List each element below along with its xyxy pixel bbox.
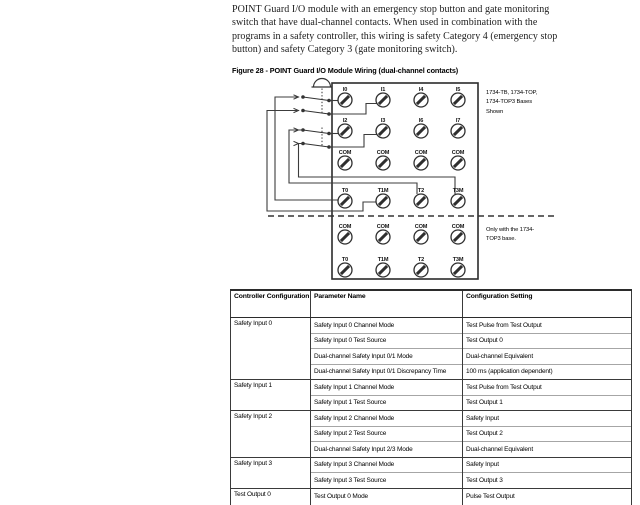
terminal-screw-t2-r5: [414, 257, 428, 277]
terminal-screw-com-r4: [376, 224, 390, 244]
intro-line: programs in a safety controller, this wiring is safety Category 4 (emergency stop: [232, 30, 558, 42]
note-line: 1734-TOP3 Bases: [486, 99, 533, 106]
header-controller-configuration: Controller Configuration: [231, 290, 311, 318]
terminal-screw-i1-r0: [376, 87, 390, 107]
cell-controller-configuration: Safety Input 2: [231, 411, 311, 458]
top3-only-note: [486, 226, 534, 245]
terminal-label: I3: [380, 117, 386, 124]
cell-parameter-name: Safety Input 1 Channel Mode: [311, 380, 463, 396]
terminal-label: COM: [451, 149, 465, 156]
header-configuration-setting: Configuration Setting: [463, 290, 632, 318]
wire-gate-a-to-T2: [289, 130, 417, 194]
terminal-label: T1M: [377, 187, 389, 194]
terminal-label: T0: [341, 256, 349, 263]
cell-configuration-setting: Test Output 1: [463, 395, 632, 411]
terminal-label: I4: [418, 86, 424, 93]
estop-contact-b: [294, 108, 331, 115]
terminal-screw-com-r2: [338, 150, 352, 170]
cell-configuration-setting: 100 ms (application dependent): [463, 364, 632, 380]
cell-parameter-name: Test Output 0 Mode: [311, 488, 463, 505]
terminal-screw-t0-r5: [338, 257, 352, 277]
note-line: Shown: [486, 108, 504, 115]
cell-configuration-setting: Test Pulse from Test Output: [463, 380, 632, 396]
terminal-label: I7: [455, 117, 461, 124]
terminal-screw-t2-r3: [414, 188, 428, 208]
terminal-label: T2: [417, 187, 425, 194]
controller-configuration-table: [230, 289, 632, 505]
cell-configuration-setting: Pulse Test Output: [463, 488, 632, 505]
cell-parameter-name: Safety Input 0 Channel Mode: [311, 318, 463, 334]
estop-contact-a: [294, 95, 331, 102]
cell-parameter-name: Safety Input 3 Channel Mode: [311, 457, 463, 473]
cell-configuration-setting: Test Output 0: [463, 333, 632, 349]
bases-shown-note: [486, 89, 537, 117]
cell-controller-configuration: Safety Input 0: [231, 318, 311, 380]
terminal-screw-i6-r1: [414, 118, 428, 138]
terminal-screw-t1m-r5: [376, 257, 390, 277]
terminal-screw-i3-r1: [376, 118, 390, 138]
cell-parameter-name: Safety Input 2 Channel Mode: [311, 411, 463, 427]
header-parameter-name: Parameter Name: [311, 290, 463, 318]
table-row: [231, 457, 632, 473]
gate-switch-contact-a: [294, 128, 331, 135]
cell-configuration-setting: Dual-channel Equivalent: [463, 442, 632, 458]
cell-parameter-name: Dual-channel Safety Input 0/1 Mode: [311, 349, 463, 365]
table-row: [231, 411, 632, 427]
terminal-label: COM: [414, 149, 428, 156]
cell-controller-configuration: Test Output 0: [231, 488, 311, 505]
wire-gate-b-to-I3: [329, 135, 377, 148]
terminal-label: COM: [338, 149, 352, 156]
terminal-screw-t0-r3: [338, 188, 352, 208]
cell-parameter-name: Dual-channel Safety Input 2/3 Mode: [311, 442, 463, 458]
terminal-screw-t3m-r5: [451, 257, 465, 277]
table-header-row: [231, 290, 632, 318]
terminal-label: COM: [376, 149, 390, 156]
io-module-box: [332, 83, 478, 279]
terminal-screw-i7-r1: [451, 118, 465, 138]
cell-configuration-setting: Test Output 2: [463, 426, 632, 442]
table-row: [231, 488, 632, 505]
intro-line: button) and safety Category 3 (gate monitoring switch).: [232, 44, 458, 56]
cell-configuration-setting: Test Pulse from Test Output: [463, 318, 632, 334]
terminal-label: COM: [338, 223, 352, 230]
terminal-screw-i5-r0: [451, 87, 465, 107]
intro-paragraph: [232, 3, 557, 57]
terminal-label: I1: [380, 86, 386, 93]
terminal-screw-com-r4: [414, 224, 428, 244]
cell-parameter-name: Safety Input 1 Test Source: [311, 395, 463, 411]
cell-parameter-name: Safety Input 0 Test Source: [311, 333, 463, 349]
cell-controller-configuration: Safety Input 3: [231, 457, 311, 488]
terminal-label: I2: [342, 117, 348, 124]
terminal-label: T0: [341, 187, 349, 194]
terminal-screw-i0-r0: [338, 87, 352, 107]
terminal-label: COM: [376, 223, 390, 230]
terminal-label: T3M: [452, 256, 464, 263]
terminal-label: T3M: [452, 187, 464, 194]
terminal-label: T2: [417, 256, 425, 263]
terminal-label: I5: [455, 86, 461, 93]
terminal-screw-com-r2: [414, 150, 428, 170]
terminal-label: I6: [418, 117, 424, 124]
cell-parameter-name: Safety Input 3 Test Source: [311, 473, 463, 489]
terminal-screw-com-r4: [338, 224, 352, 244]
wire-estop-b-to-I1: [329, 104, 377, 115]
cell-controller-configuration: Safety Input 1: [231, 380, 311, 411]
cell-configuration-setting: Safety Input: [463, 411, 632, 427]
wire-estop-b-to-T1M: [267, 111, 376, 212]
emergency-stop-button-icon: [312, 79, 333, 88]
cell-parameter-name: Dual-channel Safety Input 0/1 Discrepancy Time: [311, 364, 463, 380]
table-row: [231, 380, 632, 396]
figure-caption: Figure 28 - POINT Guard I/O Module Wiring (dual-channel contacts): [232, 66, 459, 75]
cell-configuration-setting: Dual-channel Equivalent: [463, 349, 632, 365]
wiring-diagram: [230, 74, 640, 284]
intro-line: POINT Guard I/O module with an emergency stop button and gate monitoring: [232, 4, 550, 15]
note-line: 1734-TB, 1734-TOP,: [486, 90, 538, 96]
terminal-label: COM: [414, 223, 428, 230]
terminal-label: COM: [451, 223, 465, 230]
terminal-screw-t3m-r3: [451, 188, 465, 208]
note-line: TOP3 base.: [486, 236, 516, 243]
terminal-screw-com-r4: [451, 224, 465, 244]
terminal-screw-com-r2: [451, 150, 465, 170]
terminal-screw-t1m-r3: [376, 188, 390, 208]
terminal-label: I0: [342, 86, 348, 93]
terminal-screw-com-r2: [376, 150, 390, 170]
intro-line: switch that have dual-channel contacts. When used in combination with the: [232, 17, 538, 29]
cell-configuration-setting: Safety Input: [463, 457, 632, 473]
cell-parameter-name: Safety Input 2 Test Source: [311, 426, 463, 442]
note-line: Only with the 1734-: [486, 227, 535, 233]
cell-configuration-setting: Test Output 3: [463, 473, 632, 489]
terminal-screw-i4-r0: [414, 87, 428, 107]
table-row: [231, 318, 632, 334]
terminal-label: T1M: [377, 256, 389, 263]
terminal-screw-i2-r1: [338, 118, 352, 138]
